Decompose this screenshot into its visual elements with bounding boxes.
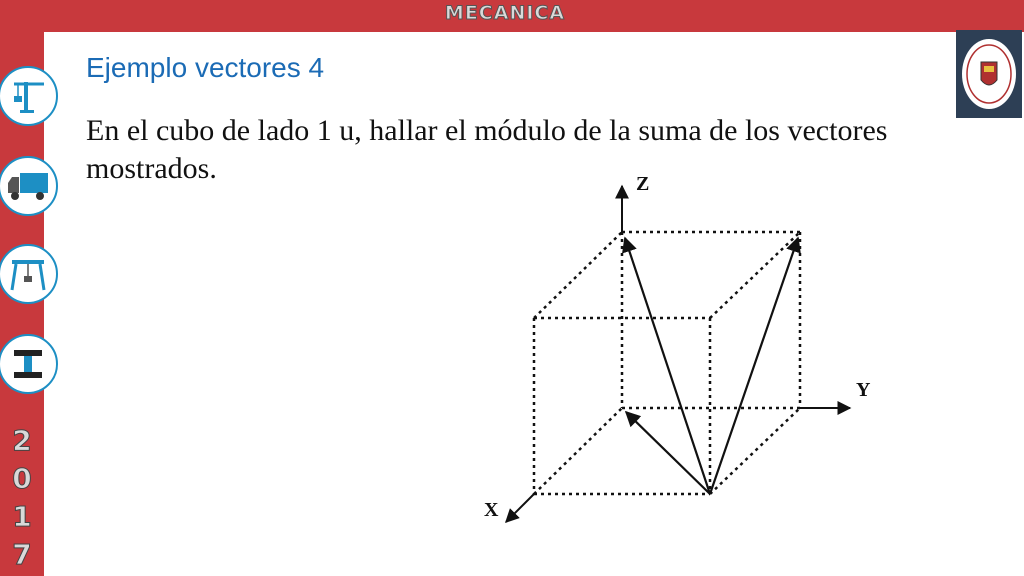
- university-seal-icon: [956, 30, 1022, 118]
- year-digit: 7: [12, 538, 32, 571]
- vector-arrow: [710, 238, 798, 494]
- x-axis-label: X: [484, 499, 499, 521]
- crane-icon: [0, 66, 58, 126]
- header-title: MECANICA: [444, 2, 566, 24]
- y-axis-label: Y: [856, 379, 871, 401]
- cube-vector-diagram: [470, 168, 890, 538]
- i-beam-icon: [0, 334, 58, 394]
- slide-title: Ejemplo vectores 4: [86, 52, 325, 83]
- year-digit: 2: [12, 424, 32, 457]
- year-digit: 0: [12, 462, 32, 495]
- gantry-crane-icon: [0, 244, 58, 304]
- x-axis: [506, 494, 534, 522]
- year-digit: 1: [12, 500, 32, 533]
- problem-statement: En el cubo de lado 1 u, hallar el módulo de la suma de los vectores mostrados.: [86, 114, 888, 185]
- truck-icon: [0, 156, 58, 216]
- z-axis-label: Z: [636, 173, 650, 195]
- vector-arrow: [625, 238, 710, 494]
